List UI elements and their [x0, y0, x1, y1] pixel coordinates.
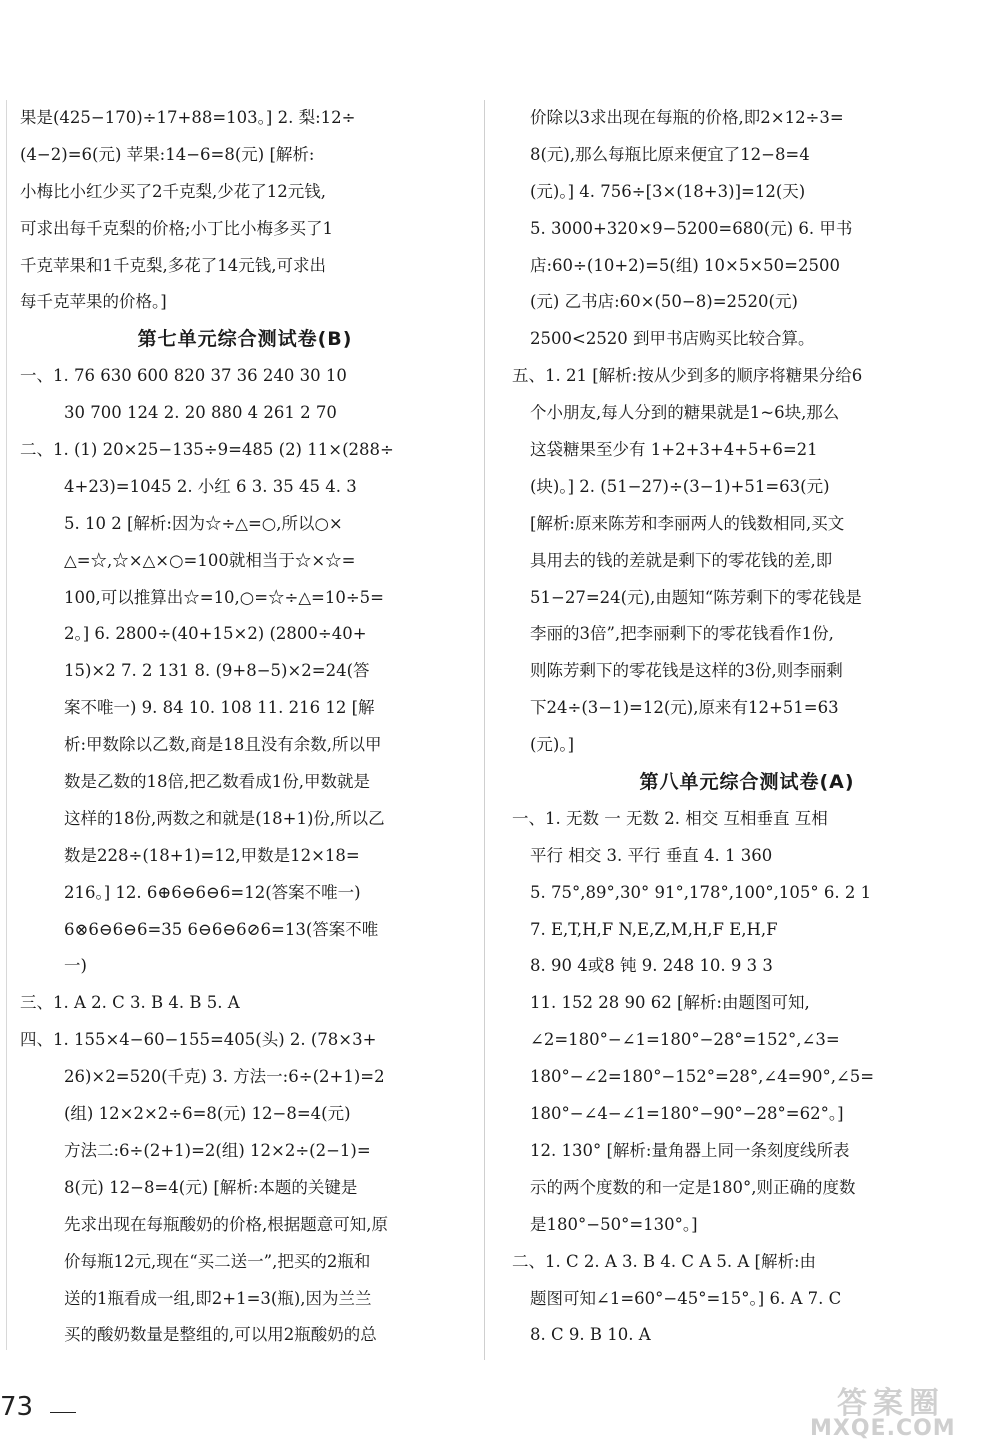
answer-line: 6⊗6⊖6⊖6=35 6⊖6⊖6⊘6=13(答案不唯 [64, 919, 379, 939]
answer-line: 题图可知∠1=60°−45°=15°。] 6. A 7. C [530, 1288, 842, 1308]
answer-line: 案不唯一) 9. 84 10. 108 11. 216 12 [解 [64, 698, 375, 718]
left-answer-column [20, 100, 470, 1354]
right-answer-column [512, 100, 982, 1354]
page-number-dash [50, 1412, 76, 1413]
answer-line: [解析:原来陈芳和李丽两人的钱数相同,买文 [530, 513, 845, 533]
answer-line: 5. 3000+320×9−5200=680(元) 6. 甲书 [530, 218, 853, 238]
answer-line: 四、1. 155×4−60−155=405(头) 2. (78×3+ [20, 1030, 377, 1050]
answer-line: 价除以3求出现在每瓶的价格,即2×12÷3= [530, 108, 844, 127]
answer-line: 小梅比小红少买了2千克梨,少花了12元钱, [20, 181, 326, 201]
answer-line: (元)。] 4. 756÷[3×(18+3)]=12(天) [530, 181, 806, 201]
answer-line: 216。] 12. 6⊕6⊖6⊖6=12(答案不唯一) [64, 882, 361, 902]
answer-line: 数是乙数的18倍,把乙数看成1份,甲数就是 [64, 772, 370, 792]
answer-line: 12. 130° [解析:量角器上同一条刻度线所表 [530, 1140, 850, 1160]
left-edge-rule [6, 100, 7, 1350]
answer-line: 这样的18份,两数之和就是(18+1)份,所以乙 [64, 808, 385, 828]
answer-line: 个小朋友,每人分到的糖果就是1~6块,那么 [530, 403, 840, 423]
answer-line: 方法二:6÷(2+1)=2(组) 12×2÷(2−1)= [64, 1140, 371, 1160]
answer-line: 180°−∠2=180°−152°=28°,∠4=90°,∠5= [530, 1067, 875, 1087]
answer-line: 买的酸奶数量是整组的,可以用2瓶酸奶的总 [64, 1325, 377, 1345]
answer-line: 15)×2 7. 2 131 8. (9+8−5)×2=24(答 [64, 661, 370, 681]
answer-line: 这袋糖果至少有 1+2+3+4+5+6=21 [530, 440, 818, 460]
answer-line: 二、1. (1) 20×25−135÷9=485 (2) 11×(288÷ [20, 440, 394, 460]
answer-line: 180°−∠4−∠1=180°−90°−28°=62°。] [530, 1104, 844, 1124]
column-divider [484, 100, 485, 1360]
answer-line: 一、1. 无数 一 无数 2. 相交 互相垂直 互相 [512, 808, 828, 828]
answer-line: (块)。] 2. (51−27)÷(3−1)+51=63(元) [530, 476, 830, 496]
answer-line: △=☆,☆×△×○=100就相当于☆×☆= [64, 550, 356, 570]
page-number: 73 [0, 1392, 34, 1422]
answer-line: 26)×2=520(千克) 3. 方法一:6÷(2+1)=2 [64, 1067, 385, 1087]
answer-line: 则陈芳剩下的零花钱是这样的3份,则李丽剩 [530, 661, 843, 681]
answer-line: 三、1. A 2. C 3. B 4. B 5. A [20, 993, 240, 1013]
answer-line: 11. 152 28 90 62 [解析:由题图可知, [530, 993, 810, 1013]
answer-line: 5. 10 2 [解析:因为☆÷△=○,所以○× [64, 513, 343, 533]
answer-line: 示的两个度数的和一定是180°,则正确的度数 [530, 1177, 856, 1197]
answer-line: 下24÷(3−1)=12(元),原来有12+51=63 [530, 698, 839, 718]
answer-line: 是180°−50°=130°。] [530, 1214, 698, 1234]
answer-line: 二、1. C 2. A 3. B 4. C A 5. A [解析:由 [512, 1251, 817, 1271]
answer-line: (组) 12×2×2÷6=8(元) 12−8=4(元) [64, 1104, 351, 1124]
answer-line: 平行 相交 3. 平行 垂直 4. 1 360 [530, 845, 773, 865]
answer-line: 千克苹果和1千克梨,多花了14元钱,可求出 [20, 255, 326, 275]
answer-line: 8. 90 4或8 钝 9. 248 10. 9 3 3 [530, 956, 773, 976]
answer-line: 价每瓶12元,现在“买二送一”,把买的2瓶和 [64, 1251, 371, 1271]
answer-line: 店:60÷(10+2)=5(组) 10×5×50=2500 [530, 255, 840, 275]
answer-line: (元) 乙书店:60×(50−8)=2520(元) [530, 292, 798, 312]
answer-line: 8(元),那么每瓶比原来便宜了12−8=4 [530, 144, 810, 164]
answer-line: 先求出现在每瓶酸奶的价格,根据题意可知,原 [64, 1214, 388, 1234]
answer-line: 一) [64, 956, 87, 976]
watermark-logo [800, 1378, 990, 1446]
answer-line: (4−2)=6(元) 苹果:14−6=8(元) [解析: [20, 144, 315, 164]
answer-line: 8. C 9. B 10. A [530, 1325, 651, 1345]
watermark-domain: MXQE.COM [810, 1416, 956, 1441]
answer-line: 2。] 6. 2800÷(40+15×2) (2800÷40+ [64, 624, 367, 644]
watermark-badge: 答案圈 [837, 1386, 945, 1421]
answer-line: 100,可以推算出☆=10,○=☆÷△=10÷5= [64, 587, 385, 607]
answer-line: 7. E,T,H,F N,E,Z,M,H,F E,H,F [530, 919, 778, 939]
answer-line: 具用去的钱的差就是剩下的零花钱的差,即 [530, 550, 833, 570]
answer-line: 数是228÷(18+1)=12,甲数是12×18= [64, 845, 360, 865]
answer-line: 一、1. 76 630 600 820 37 36 240 30 10 [20, 366, 347, 386]
answer-line: 析:甲数除以乙数,商是18且没有余数,所以甲 [64, 735, 382, 755]
answer-line: 51−27=24(元),由题知“陈芳剩下的零花钱是 [530, 587, 862, 607]
answer-line: ∠2=180°−∠1=180°−28°=152°,∠3= [530, 1030, 840, 1050]
answer-line: 果是(425−170)÷17+88=103。] 2. 梨:12÷ [20, 108, 356, 127]
answer-line: (元)。] [530, 735, 575, 755]
answer-line: 可求出每千克梨的价格;小丁比小梅多买了1 [20, 218, 334, 238]
answer-line: 送的1瓶看成一组,即2+1=3(瓶),因为兰兰 [64, 1288, 372, 1308]
answer-line: 五、1. 21 [解析:按从少到多的顺序将糖果分给6 [512, 366, 863, 386]
answer-line: 2500<2520 到甲书店购买比较合算。 [530, 329, 815, 349]
section-heading: 第七单元综合测试卷(B) [137, 328, 353, 351]
answer-line: 4+23)=1045 2. 小红 6 3. 35 45 4. 3 [64, 476, 357, 496]
answer-line: 李丽的3倍”,把李丽剩下的零花钱看作1份, [530, 624, 834, 644]
answer-line: 30 700 124 2. 20 880 4 261 2 70 [64, 403, 337, 423]
section-heading: 第八单元综合测试卷(A) [639, 771, 855, 794]
answer-line: 每千克苹果的价格。] [20, 292, 167, 312]
answer-line: 8(元) 12−8=4(元) [解析:本题的关键是 [64, 1177, 358, 1197]
answer-line: 5. 75°,89°,30° 91°,178°,100°,105° 6. 2 1 [530, 882, 872, 902]
